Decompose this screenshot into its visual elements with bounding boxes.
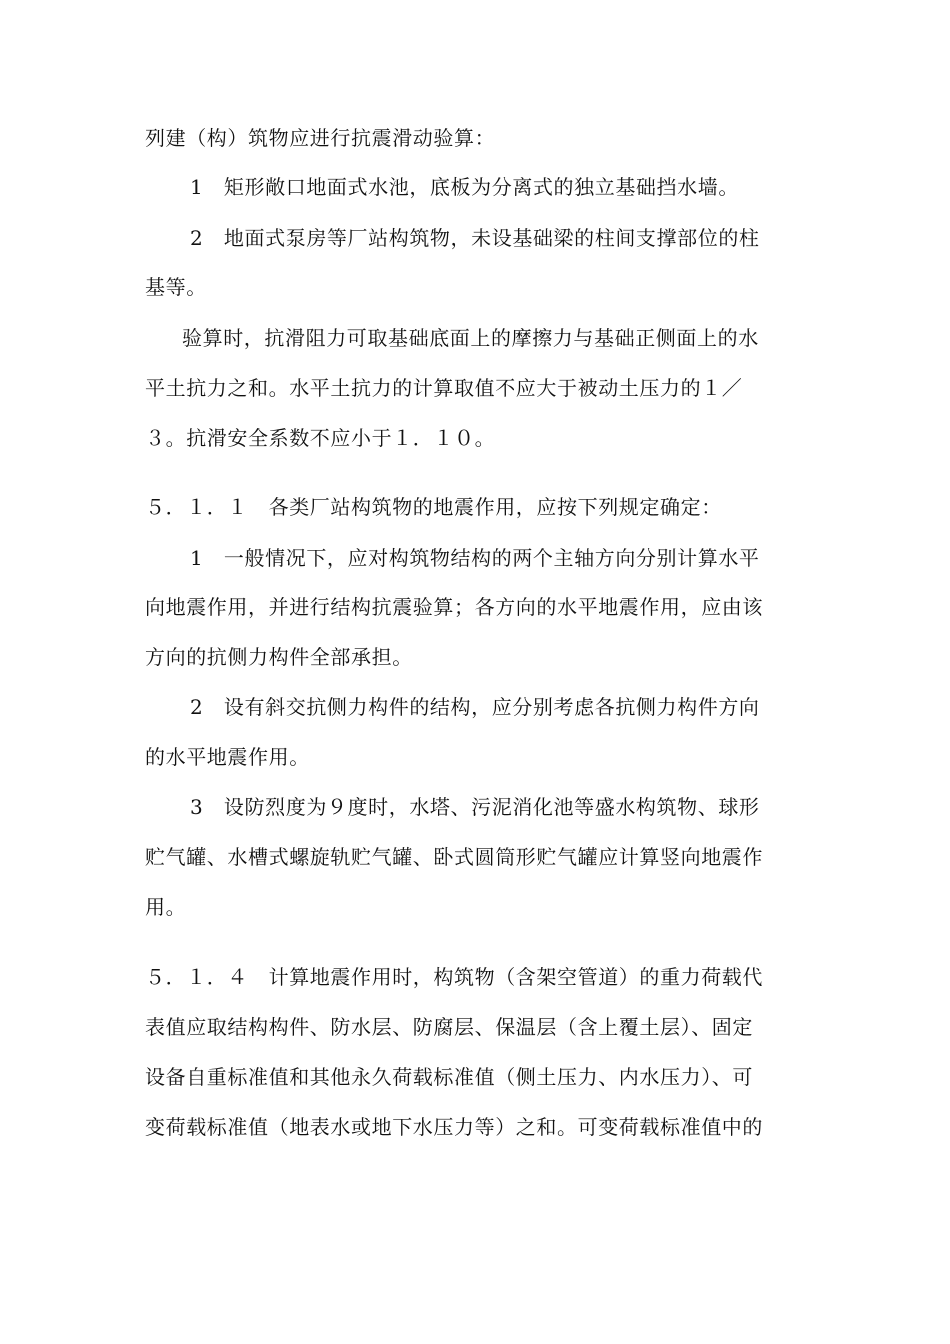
- section-heading-line: ５．１．１ 各类厂站构筑物的地震作用，应按下列规定确定：: [145, 495, 722, 519]
- text-line: 2 设有斜交抗侧力构件的结构，应分别考虑各抗侧力构件方向: [190, 695, 760, 719]
- text-line: 变荷载标准值（地表水或地下水压力等）之和。可变荷载标准值中的: [145, 1115, 763, 1139]
- text-line: 列建（构）筑物应进行抗震滑动验算：: [145, 126, 496, 150]
- text-line: 3 设防烈度为９度时，水塔、污泥消化池等盛水构筑物、球形: [190, 795, 760, 819]
- section-heading-line: ５．１．４ 计算地震作用时，构筑物（含架空管道）的重力荷载代: [145, 965, 763, 989]
- text-line: 验算时，抗滑阻力可取基础底面上的摩擦力与基础正侧面上的水: [182, 326, 759, 350]
- text-line: 的水平地震作用。: [145, 745, 310, 769]
- text-line: 设备自重标准值和其他永久荷载标准值（侧土压力、内水压力）、可: [145, 1065, 753, 1089]
- text-line: 2 地面式泵房等厂站构筑物，未设基础梁的柱间支撑部位的柱: [190, 226, 760, 250]
- text-line: 表值应取结构构件、防水层、防腐层、保温层（含上覆土层）、固定: [145, 1015, 753, 1039]
- text-line: 基等。: [145, 275, 207, 299]
- text-line: 1 矩形敞口地面式水池，底板为分离式的独立基础挡水墙。: [190, 175, 739, 199]
- text-line: 向地震作用，并进行结构抗震验算；各方向的水平地震作用，应由该: [145, 595, 763, 619]
- text-line: 方向的抗侧力构件全部承担。: [145, 645, 413, 669]
- text-line: 贮气罐、水槽式螺旋轨贮气罐、卧式圆筒形贮气罐应计算竖向地震作: [145, 845, 763, 869]
- text-line: 平土抗力之和。水平土抗力的计算取值不应大于被动土压力的１／: [145, 376, 743, 400]
- text-line: ３。抗滑安全系数不应小于１．１０。: [145, 426, 496, 450]
- text-line: 用。: [145, 895, 187, 919]
- text-line: 1 一般情况下，应对构筑物结构的两个主轴方向分别计算水平: [190, 546, 760, 570]
